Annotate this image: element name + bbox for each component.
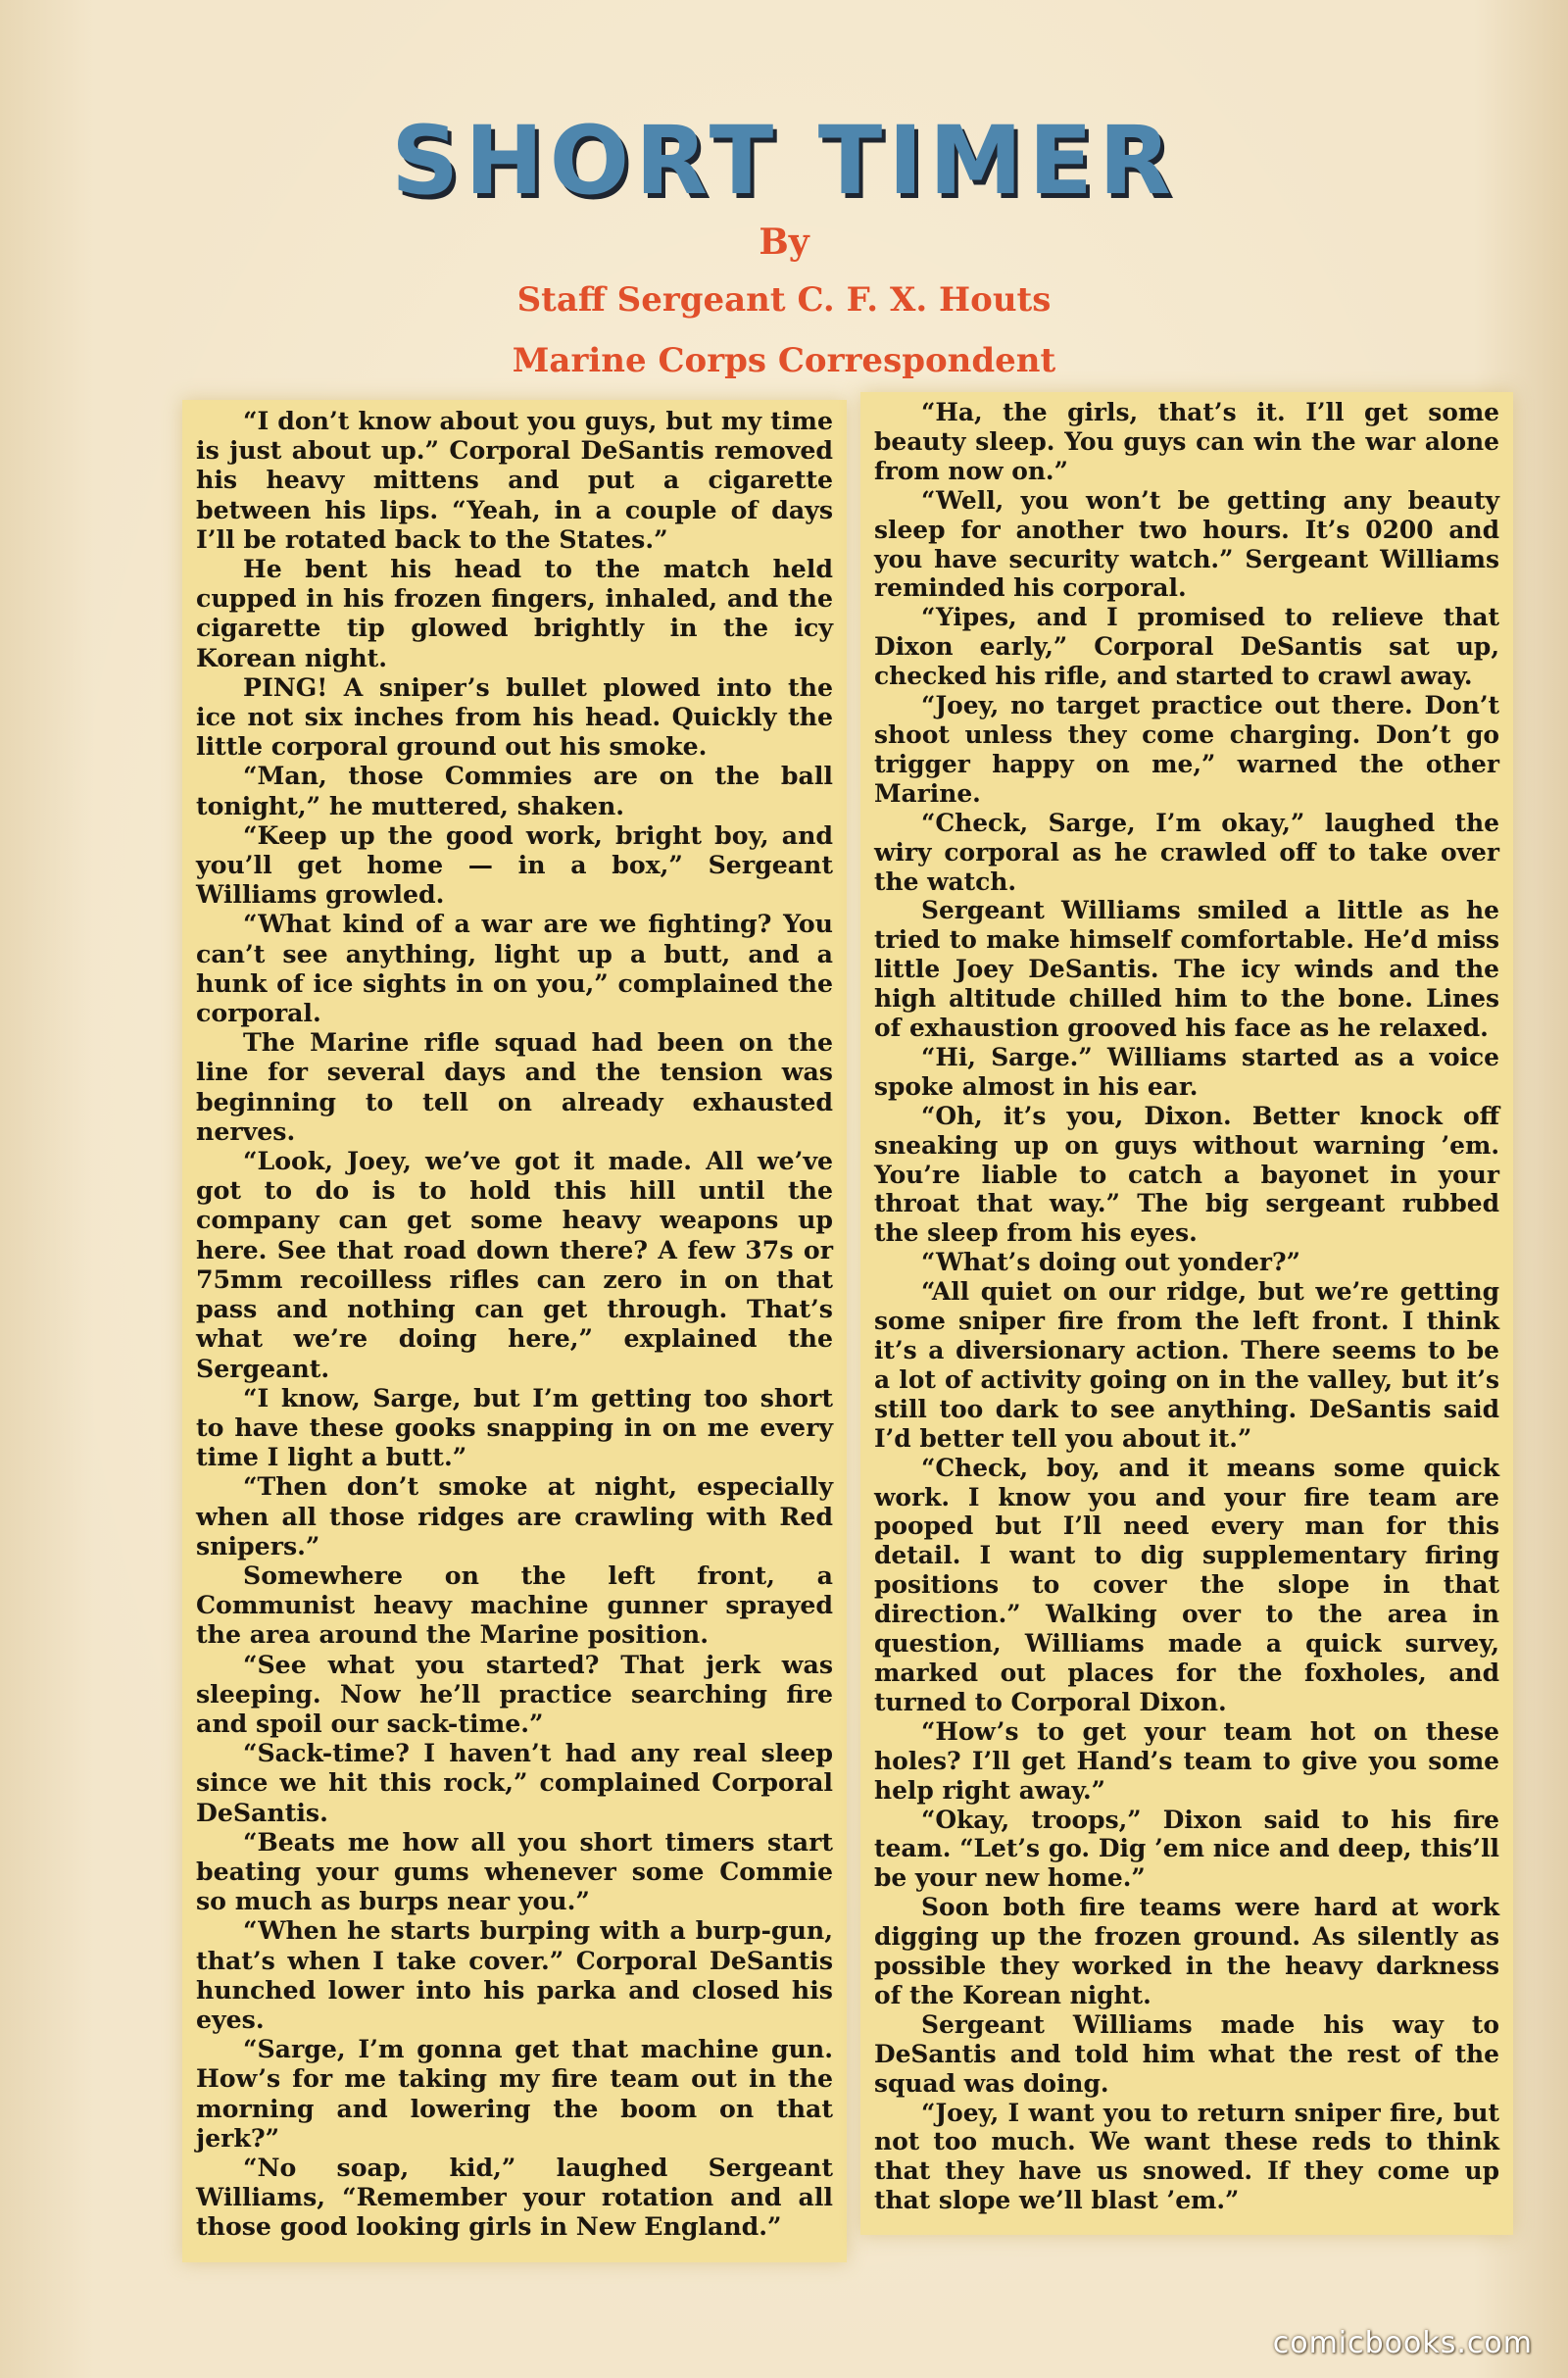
paragraph: “Sack-time? I haven’t had any real sleep since we hit this rock,” complained Corporal DeSantis. [196, 1738, 833, 1827]
paragraph: “What’s doing out yonder?” [921, 1248, 1300, 1277]
paragraph: “I don’t know about you guys, but my time is just about up.” Corporal DeSantis removed his heavy mittens and put a cigarette between his lips. “Yeah, in a couple of days I’ll be rotated back to the States.” [196, 406, 833, 554]
paragraph: “Oh, it’s you, Dixon. Better knock off sneaking up on guys without warning ’em. You’re liable to catch a bayonet in your throat that way.” The big sergeant rubbed the sleep from his eyes. [874, 1101, 1499, 1248]
story-title: SHORT TIMER [391, 106, 1177, 216]
paragraph: PING! A sniper’s bullet plowed into the ice not six inches from his head. Quickly the little corporal ground out his smoke. [196, 671, 833, 762]
byline-by: By [759, 222, 809, 263]
paragraph: The Marine rifle squad had been on the line for several days and the tension was beginning to tell on already exhausted nerves. [196, 1027, 833, 1146]
site-watermark: comicbooks.com [1272, 2326, 1533, 2360]
paragraph: “Then don’t smoke at night, especially when all those ridges are crawling with Red snipers.” [196, 1471, 833, 1561]
paragraph: “No soap, kid,” laughed Sergeant Williams, “Remember your rotation and all those good looking girls in New England.” [196, 2152, 833, 2242]
paragraph: “Check, boy, and it means some quick work. I know you and your fire team are pooped but I’ll need every man for this detail. I want to dig supplementary firing positions to cover the slope in that direction.” Walking over to the area in question, Williams made a quick survey, marked out places for the foxholes, and turned to Corporal Dixon. [874, 1453, 1499, 1716]
paragraph: “Man, those Commies are on the ball tonight,” he muttered, shaken. [196, 761, 833, 820]
paragraph: Soon both fire teams were hard at work digging up the frozen ground. As silently as possible they worked in the heavy darkness of the Korean night. [874, 1893, 1499, 2009]
paragraph: “Ha, the girls, that’s it. I’ll get some beauty sleep. You guys can win the war alone from now on.” [874, 398, 1499, 485]
paragraph: “Keep up the good work, bright boy, and you’ll get home — in a box,” Sergeant Williams growled. [196, 819, 833, 910]
paragraph: “I know, Sarge, but I’m getting too short to have these gooks snapping in on me every time I light a butt.” [196, 1382, 833, 1472]
paragraph: “Beats me how all you short timers start beating your gums whenever some Commie so much as burps near you.” [196, 1826, 833, 1916]
paragraph: “Well, you won’t be getting any beauty sleep for another two hours. It’s 0200 and you have security watch.” Sergeant Williams reminded his corporal. [874, 485, 1499, 603]
paragraph: “Yipes, and I promised to relieve that Dixon early,” Corporal DeSantis sat up, checked his rifle, and started to crawl away. [874, 603, 1499, 691]
paragraph: “When he starts burping with a burp-gun, that’s when I take cover.” Corporal DeSantis hunched lower into his parka and closed his eyes. [196, 1915, 833, 2034]
paragraph: “All quiet on our ridge, but we’re getting some sniper fire from the left front. I think it’s a diversionary action. There seems to be a lot of activity going on in the valley, but it’s still too dark to see anything. DeSantis said I’d better tell you about it.” [874, 1277, 1499, 1453]
paragraph: “How’s to get your team hot on these holes? I’ll get Hand’s team to give you some help right away.” [874, 1716, 1499, 1805]
paragraph: “Joey, no target practice out there. Don’t shoot unless they come charging. Don’t go trigger happy on me,” warned the other Marine. [874, 691, 1499, 808]
byline-role: Marine Corps Correspondent [512, 341, 1056, 380]
paragraph: “See what you started? That jerk was sleeping. Now he’ll practice searching fire and spoil our sack-time.” [196, 1649, 833, 1738]
paragraph: Somewhere on the left front, a Communist heavy machine gunner sprayed the area around the Marine position. [196, 1560, 833, 1650]
paragraph: “Okay, troops,” Dixon said to his fire team. “Let’s go. Dig ’em nice and deep, this’ll be your new home.” [874, 1805, 1499, 1893]
paragraph: “Look, Joey, we’ve got it made. All we’ve got to do is to hold this hill until the company can get some heavy weapons up here. See that road down there? A few 37s or 75mm recoilless rifles can zero in on that pass and nothing can get through. That’s what we’re doing here,” explained the Sergeant. [196, 1146, 833, 1383]
paragraph: Sergeant Williams smiled a little as he tried to make himself comfortable. He’d miss little Joey DeSantis. The icy winds and the high altitude chilled him to the bone. Lines of exhaustion grooved his face as he relaxed. [874, 896, 1499, 1043]
text-column-right [860, 392, 1513, 2235]
paragraph: “Hi, Sarge.” Williams started as a voice spoke almost in his ear. [874, 1042, 1499, 1101]
paragraph: Sergeant Williams made his way to DeSantis and told him what the rest of the squad was doing. [874, 2009, 1499, 2098]
byline-author: Staff Sergeant C. F. X. Houts [516, 280, 1052, 320]
paragraph: “What kind of a war are we fighting? You can’t see anything, light up a butt, and a hunk of ice sights in on you,” complained the corporal. [196, 909, 833, 1028]
text-column-left [182, 400, 847, 2262]
paragraph: He bent his head to the match held cupped in his frozen fingers, inhaled, and the cigarette tip glowed brightly in the icy Korean night. [196, 554, 833, 672]
paragraph: “Joey, I want you to return sniper fire, but not too much. We want these reds to think that they have us snowed. If they come up that slope we’ll blast ’em.” [874, 2098, 1499, 2215]
paragraph: “Sarge, I’m gonna get that machine gun. How’s for me taking my fire team out in the morning and lowering the boom on that jerk?” [196, 2034, 833, 2153]
paragraph: “Check, Sarge, I’m okay,” laughed the wiry corporal as he crawled off to take over the watch. [874, 808, 1499, 896]
